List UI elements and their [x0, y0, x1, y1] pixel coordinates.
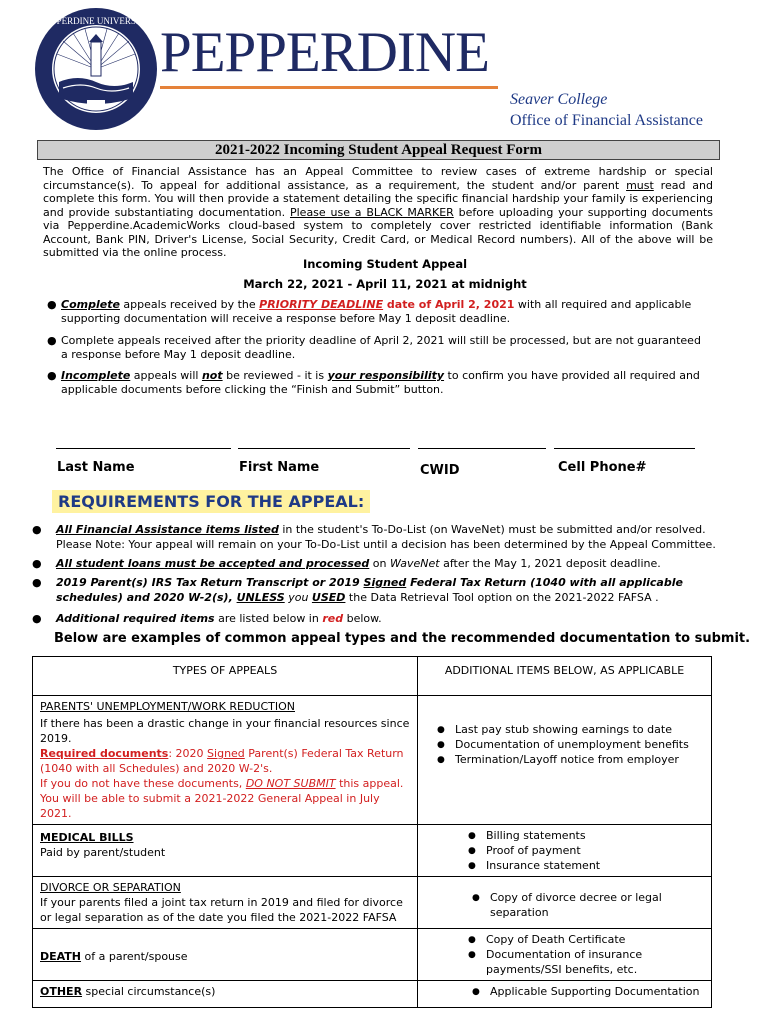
list-item: ● Documentation of unemployment benefits: [455, 737, 704, 752]
warning-do-not-submit: DO NOT SUBMIT: [245, 777, 336, 790]
divider: [160, 86, 498, 89]
warning-text: If you do not have these documents,: [40, 777, 246, 790]
required-docs-label: Required documents: [40, 747, 169, 760]
deadline-text: to confirm you have provided all required and applicable documents before clicking the “Finish and Submit” button.: [61, 369, 700, 396]
requirement-item: [32, 576, 722, 605]
general-appeal-note: You will be able to submit a 2021-2022 General Appeal in July 2021.: [40, 792, 380, 820]
requirement-signed: Signed: [363, 576, 407, 589]
deadline-text: be reviewed - it is: [222, 369, 328, 382]
requirement-lead: Federal Tax Return (1040 with all applicable schedules) and 2020 W-2(s),: [56, 576, 683, 604]
priority-deadline: PRIORITY DEADLINE: [259, 298, 384, 311]
appeal-type-title: PARENTS' UNEMPLOYMENT/WORK REDUCTION: [40, 700, 295, 713]
seal-text: PEPPERDINE UNIVERSITY: [41, 16, 151, 26]
cwid-line[interactable]: [418, 448, 546, 449]
college-name: Seaver College: [510, 91, 608, 108]
appeal-type-title: OTHER: [40, 985, 83, 998]
deadline-text: appeals will: [130, 369, 202, 382]
form-title: 2021-2022 Incoming Student Appeal Request Form: [37, 140, 720, 160]
requirement-text: below.: [343, 612, 382, 625]
requirement-wavenet: WaveNet: [389, 557, 440, 570]
deadline-responsibility: your responsibility: [327, 369, 445, 382]
deadline-text: with all required and applicable supporting documentation will receive a response before May 1 deposit deadline.: [61, 298, 692, 325]
appeal-type-title: MEDICAL BILLS: [40, 831, 134, 844]
requirement-item: [32, 557, 722, 572]
list-item: ● Applicable Supporting Documentation: [490, 984, 704, 999]
requirement-lead: 2019 Parent(s) IRS Tax Return Transcript or 2019: [56, 576, 364, 589]
list-item: ● Proof of payment: [486, 843, 704, 858]
requirement-item: [32, 523, 722, 552]
list-item: ● Billing statements: [486, 828, 704, 843]
col-types-header: TYPES OF APPEALS: [33, 657, 418, 696]
deadline-text: Complete appeals received after the priority deadline of April 2, 2021 will still be processed, but are not guaranteed a response before May 1 deposit deadline.: [61, 334, 701, 361]
cwid-label: CWID: [420, 463, 460, 478]
cell-phone-label: Cell Phone#: [558, 460, 647, 475]
deadline-lead: Complete: [61, 298, 120, 311]
requirement-text: on: [369, 557, 390, 570]
requirement-red: red: [322, 612, 344, 625]
priority-date: date of April 2, 2021: [383, 298, 515, 311]
requirement-text: are listed below in: [214, 612, 323, 625]
office-name: Office of Financial Assistance: [510, 112, 703, 129]
deadline-not: not: [201, 369, 223, 382]
appeal-type-desc: If your parents filed a joint tax return in 2019 and filed for divorce or legal separation as of the date you filed the 2021-2022 FAFSA: [40, 896, 403, 924]
examples-heading: Below are examples of common appeal types and the recommended documentation to submit.: [54, 631, 751, 646]
requirement-lead: All Financial Assistance items listed: [56, 523, 279, 536]
requirement-lead: Additional required items: [56, 612, 215, 625]
university-wordmark: PEPPERDINE: [160, 21, 489, 84]
appeal-type-desc: special circumstance(s): [82, 985, 216, 998]
deadline-lead: Incomplete: [61, 369, 131, 382]
intro-marker: Please use a BLACK MARKER: [289, 205, 454, 219]
bullet-icon: ●: [32, 523, 42, 536]
requirement-text: in the student's To-Do-List (on WaveNet) must be submitted and/or resolved.: [278, 523, 706, 536]
requirement-note: Please Note: Your appeal will remain on your To-Do-List until a decision has been determined by the Appeal Committee.: [56, 537, 716, 551]
list-item: ● Insurance statement: [486, 858, 704, 873]
appeal-type-desc: Paid by parent/student: [40, 846, 166, 859]
required-docs-signed: Signed: [207, 747, 245, 760]
appeal-type-desc: of a parent/spouse: [81, 950, 188, 963]
intro-paragraph: [43, 165, 713, 260]
bullet-icon: ●: [47, 334, 57, 347]
intro-text: The Office of Financial Assistance has an Appeal Committee to review cases of extreme hardship or special circumstance(s). To appeal for additional assistance, as a requirement, the student and/or parent: [43, 165, 713, 192]
table-row: [33, 825, 712, 877]
appeal-type-title: DEATH: [40, 950, 82, 963]
appeal-type-desc: If there has been a drastic change in your financial resources since 2019.: [40, 717, 410, 745]
last-name-label: Last Name: [57, 460, 135, 475]
bullet-icon: ●: [32, 576, 42, 589]
list-item: ● Copy of Death Certificate: [486, 932, 704, 947]
last-name-line[interactable]: [56, 448, 231, 449]
intro-must: must: [626, 178, 654, 192]
table-row: [33, 877, 712, 929]
requirement-lead: All student loans must be accepted and processed: [56, 557, 370, 570]
bullet-icon: ●: [32, 557, 42, 570]
university-seal: [33, 6, 159, 132]
appeal-type-cell: [33, 696, 418, 825]
intro-text: read and complete this form. You will then provide a statement detailing the specific financial hardship your family is experiencing and provide substantiating documentation.: [43, 178, 713, 219]
required-docs-text: : 2020: [168, 747, 208, 760]
first-name-line[interactable]: [238, 448, 410, 449]
bullet-icon: ●: [47, 298, 57, 311]
required-docs-text: Parent(s) Federal Tax Return (1040 with all Schedules) and 2020 W-2's.: [40, 747, 404, 775]
items-cell: [418, 877, 712, 929]
first-name-label: First Name: [239, 460, 320, 475]
appeal-type-cell: [33, 825, 418, 877]
deadline-item: [47, 334, 707, 361]
items-cell: [418, 929, 712, 981]
table-header-row: [33, 657, 712, 696]
warning-text: this appeal.: [335, 777, 404, 790]
bullet-icon: ●: [32, 612, 42, 625]
list-item: ● Last pay stub showing earnings to date: [455, 722, 704, 737]
table-row: [33, 981, 712, 1008]
requirements-heading: REQUIREMENTS FOR THE APPEAL:: [52, 490, 370, 513]
requirement-unless: UNLESS: [236, 590, 285, 604]
requirement-used: USED: [311, 590, 346, 604]
cell-phone-line[interactable]: [554, 448, 695, 449]
items-cell: [418, 981, 712, 1008]
list-item: ● Documentation of insurance payments/SSI benefits, etc.: [486, 947, 704, 977]
requirement-item: [32, 612, 722, 627]
table-row: [33, 929, 712, 981]
appeal-type-cell: [33, 877, 418, 929]
appeal-type-title: DIVORCE OR SEPARATION: [40, 881, 181, 894]
deadline-item: [47, 369, 707, 396]
appeal-type-cell: [33, 981, 418, 1008]
list-item: ● Termination/Layoff notice from employer: [455, 752, 704, 767]
list-item: ● Copy of divorce decree or legal separation: [490, 890, 704, 920]
deadline-text: appeals received by the: [119, 298, 260, 311]
appeal-types-table: [32, 656, 712, 1008]
appeal-heading: Incoming Student Appeal: [302, 257, 468, 271]
intro-text: before uploading your supporting documents via Pepperdine.AcademicWorks cloud-based system to completely cover restricted identifiable information (Bank Account, Bank PIN, Driver's License, Social Security, Credit Card, or Medical Record numbers). All of the above will be submitted via the online process.: [43, 205, 713, 259]
requirement-text: after the May 1, 2021 deposit deadline.: [439, 557, 661, 570]
deadline-item: [47, 298, 707, 325]
items-cell: [418, 825, 712, 877]
table-row: [33, 696, 712, 825]
bullet-icon: ●: [47, 369, 57, 382]
items-cell: [418, 696, 712, 825]
col-items-header: ADDITIONAL ITEMS BELOW, AS APPLICABLE: [418, 657, 712, 696]
appeal-dates: March 22, 2021 - April 11, 2021 at midnight: [243, 277, 527, 291]
appeal-type-cell: [33, 929, 418, 981]
requirement-text: the Data Retrieval Tool option on the 2021-2022 FAFSA .: [345, 590, 659, 604]
requirement-text: you: [284, 590, 312, 604]
